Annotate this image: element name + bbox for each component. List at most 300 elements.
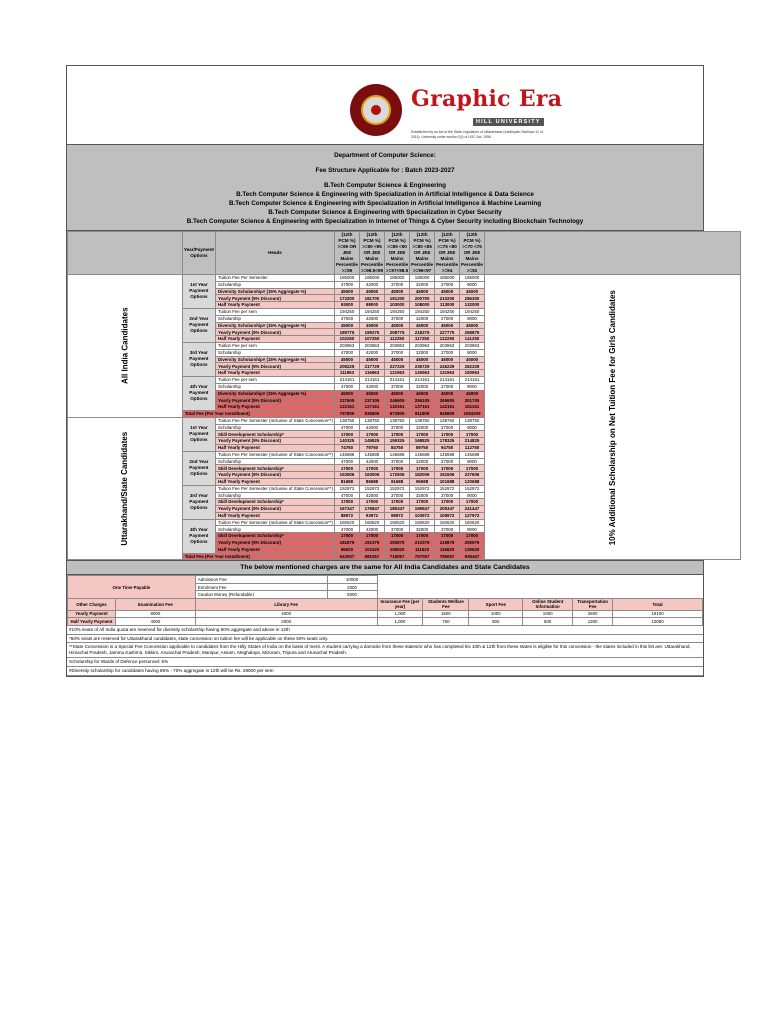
- fee-value: 45000: [359, 356, 384, 363]
- fee-value: 167347: [334, 506, 359, 513]
- fee-value: 127972: [460, 512, 485, 519]
- fee-value: 142161: [435, 404, 460, 411]
- other-charges-column-header: Online Student Information: [523, 598, 573, 610]
- year-payment-options: Payment Options: [189, 390, 209, 402]
- university-name: Graphic Era: [411, 86, 563, 112]
- fee-structure-sheet: [66, 65, 704, 677]
- fee-value: 17000: [410, 465, 435, 472]
- other-charges-value: 1000: [469, 610, 523, 618]
- other-charges-row: [68, 610, 703, 618]
- fee-value: 17000: [385, 431, 410, 438]
- fee-value: 199275: [359, 329, 384, 336]
- fee-value: 47000: [334, 383, 359, 390]
- other-charges-value: 1500: [423, 610, 469, 618]
- fee-value: 108972: [435, 512, 460, 519]
- fee-value: 191506: [435, 472, 460, 479]
- fee-value: 17000: [359, 465, 384, 472]
- batch-title: Fee Structure Applicable for : Batch 2023-2027: [315, 167, 455, 174]
- fee-value: 17000: [334, 431, 359, 438]
- fee-value: 32000: [410, 281, 435, 288]
- year-label: [182, 485, 215, 519]
- fee-value: 111963: [334, 370, 359, 377]
- fee-value: 141250: [460, 336, 485, 343]
- fee-value: 191200: [385, 295, 410, 302]
- fee-value: 176847: [359, 506, 384, 513]
- fee-value: 86688: [359, 478, 384, 485]
- year-number: 2nd Year: [189, 316, 209, 322]
- other-charges-value: 4000: [115, 618, 195, 626]
- fee-value: 101620: [359, 546, 384, 553]
- one-time-head: Caution Money (Refundable): [195, 591, 327, 599]
- fee-value: 9000: [460, 492, 485, 499]
- section-label-text: Uttarakhand/State Candidates: [120, 431, 130, 546]
- fee-head: Half Yearly Payment: [215, 444, 334, 451]
- fee-value: 27000: [435, 349, 460, 356]
- fee-value: 203963: [334, 342, 359, 349]
- fee-value: 256105: [410, 397, 435, 404]
- year-number: 3rd Year: [189, 350, 208, 356]
- fee-head: Yearly Payment (5% Discount): [215, 472, 334, 479]
- fee-value: 84750: [385, 444, 410, 451]
- girls-scholarship-note: [484, 275, 740, 560]
- logo-area: [67, 66, 703, 145]
- fee-value: 191379: [359, 540, 384, 547]
- other-charges-column-header: Total: [613, 598, 703, 610]
- other-charges-row: [68, 618, 703, 626]
- fee-value: 194250: [385, 308, 410, 315]
- header-spacer: [68, 232, 183, 275]
- fee-value: 132000: [460, 302, 485, 309]
- fee-head: Diversity Scholarship# (15% Aggregate %): [215, 356, 334, 363]
- fee-value: 138750: [334, 417, 359, 424]
- year-number: 3rd Year: [189, 493, 208, 499]
- common-charges-table: [67, 575, 703, 625]
- fee-value: 96688: [410, 478, 435, 485]
- fee-head: Half Yearly Payment: [215, 336, 334, 343]
- fee-value: 32000: [410, 526, 435, 533]
- fee-value: 47000: [334, 526, 359, 533]
- other-charges-value: 1,000: [377, 618, 423, 626]
- fee-value: 122161: [334, 404, 359, 411]
- fee-value: 194250: [334, 308, 359, 315]
- fee-head: Yearly Payment (5% Discount): [215, 363, 334, 370]
- year-payment-options: Payment Options: [189, 356, 209, 368]
- fee-value: 145688: [435, 451, 460, 458]
- fee-value: 45000: [410, 390, 435, 397]
- year-number: 2nd Year: [189, 459, 209, 465]
- fee-value: 127161: [359, 404, 384, 411]
- fee-value: 37000: [385, 281, 410, 288]
- other-charges-column-header: Other Charges: [68, 598, 116, 610]
- fee-value: 210379: [410, 540, 435, 547]
- fee-value: 160620: [385, 519, 410, 526]
- fee-head: Half Yearly Payment: [215, 546, 334, 553]
- year-payment-options: Payment Options: [189, 431, 209, 443]
- fee-value: 47000: [334, 492, 359, 499]
- other-charges-column-header: Library Fee: [195, 598, 377, 610]
- header-criteria-column: (12th PCM %) >=80 <85 OR JEE Mains Percentile >=96<97: [411, 232, 434, 273]
- fee-value: 113000: [435, 302, 460, 309]
- program-list: [67, 181, 703, 226]
- fee-value: 17000: [435, 431, 460, 438]
- fee-value: 163006: [359, 472, 384, 479]
- other-charges-value: 10050: [613, 618, 703, 626]
- fee-value: 200879: [385, 540, 410, 547]
- fee-value: 160620: [334, 519, 359, 526]
- blank-cell: [377, 576, 703, 584]
- fee-value: 17000: [385, 499, 410, 506]
- fee-value: 236729: [410, 363, 435, 370]
- fee-value: 17000: [385, 465, 410, 472]
- fee-value: 91688: [385, 478, 410, 485]
- fee-value: 103000: [385, 302, 410, 309]
- fee-value: 42000: [359, 526, 384, 533]
- department-title: Department of Computer Science:: [334, 152, 436, 159]
- fee-value: 45000: [385, 322, 410, 329]
- fee-value: 135620: [460, 546, 485, 553]
- fee-value: 45000: [385, 356, 410, 363]
- fee-value: 32000: [410, 349, 435, 356]
- girls-scholarship-text: 10% Additional Scholarship on Net Tuition Fee for Girls Candidates: [607, 289, 617, 545]
- fee-head: Half Yearly Payment: [215, 302, 334, 309]
- fee-value: 138750: [359, 417, 384, 424]
- fee-value: 45000: [385, 288, 410, 295]
- header-criteria-column: (12th PCM %) >=85 <90 OR JEE Mains Percentile >=97<98.5: [386, 232, 409, 273]
- fee-value: 149825: [359, 438, 384, 445]
- fee-value: 185000: [435, 275, 460, 282]
- fee-value: 153506: [334, 472, 359, 479]
- fee-value: 17000: [359, 431, 384, 438]
- fee-value: 17000: [410, 431, 435, 438]
- other-charges-value: 500: [523, 618, 573, 626]
- fee-value: 45000: [460, 356, 485, 363]
- fee-value: 160620: [359, 519, 384, 526]
- fee-value: 42000: [359, 281, 384, 288]
- fee-value: 286300: [460, 295, 485, 302]
- fee-value: 265605: [435, 397, 460, 404]
- fee-value: 173200: [334, 295, 359, 302]
- fee-value: 152972: [410, 485, 435, 492]
- note-item: #Diversity scholarship for candidates having 65% - 70% aggregate in 12th will be Rs. 28000 per sem: [67, 667, 703, 676]
- fee-value: 17000: [460, 533, 485, 540]
- fee-head: Tuition Fee per sem: [215, 308, 334, 315]
- blank-cell: [377, 591, 703, 599]
- fee-value: 178325: [435, 438, 460, 445]
- fee-head: Skill Development Scholarship*: [215, 431, 334, 438]
- fee-value: 194250: [435, 308, 460, 315]
- fee-value: 17000: [435, 465, 460, 472]
- blank-cell: [377, 583, 703, 591]
- other-charges-value: 19100: [613, 610, 703, 618]
- fee-value: 45000: [334, 288, 359, 295]
- other-charges-value: 4000: [195, 610, 377, 618]
- one-time-head: Admission Fee: [195, 576, 327, 584]
- fee-value: 112250: [385, 336, 410, 343]
- fee-value: 161161: [460, 404, 485, 411]
- year-label: [182, 275, 215, 309]
- fee-value: 138750: [460, 417, 485, 424]
- fee-head: Yearly Payment (5% Discount): [215, 438, 334, 445]
- fee-value: 17000: [435, 499, 460, 506]
- fee-value: 182006: [410, 472, 435, 479]
- fee-value: 42000: [359, 383, 384, 390]
- fee-value: 17000: [435, 533, 460, 540]
- other-charges-column-header: Examination Fee: [115, 598, 195, 610]
- fee-value: 181700: [359, 295, 384, 302]
- fee-value: 241447: [460, 506, 485, 513]
- fee-value: 32000: [410, 315, 435, 322]
- header-criteria-column: (12th PCM %) >=70 <75 OR JEE Mains Percentile >=92: [461, 232, 483, 273]
- fee-value: 208229: [334, 363, 359, 370]
- university-seal-icon: [350, 84, 402, 136]
- fee-value: 37000: [385, 492, 410, 499]
- fee-value: 194250: [460, 308, 485, 315]
- fee-value: 122250: [435, 336, 460, 343]
- total-value: 681057: [359, 553, 384, 560]
- fee-value: 27000: [435, 383, 460, 390]
- fee-value: 194250: [410, 308, 435, 315]
- fee-head: Tuition Fee Per Semester (Inclusive of State Concession**): [215, 451, 334, 458]
- fee-value: 45000: [435, 322, 460, 329]
- fee-value: 120688: [460, 478, 485, 485]
- fee-value: 47000: [334, 281, 359, 288]
- fee-value: 214161: [435, 376, 460, 383]
- fee-value: 152972: [334, 485, 359, 492]
- fee-value: 210200: [435, 295, 460, 302]
- fee-value: 9000: [460, 526, 485, 533]
- fee-value: 37000: [385, 526, 410, 533]
- fee-value: 27000: [435, 315, 460, 322]
- university-note: Established by an Act of the State Legislature of Uttarakhand (Adhiniyam Sankhya 12 of 2011); University under section 2(f) of UGC Act, 1956.: [411, 130, 543, 139]
- year-payment-options: Payment Options: [189, 322, 209, 334]
- fee-value: 107250: [359, 336, 384, 343]
- section-label: [68, 417, 183, 560]
- fee-value: 9000: [460, 424, 485, 431]
- fee-head: Scholarship: [215, 349, 334, 356]
- fee-value: 160620: [410, 519, 435, 526]
- fee-value: 45000: [435, 390, 460, 397]
- fee-value: 89750: [410, 444, 435, 451]
- fee-value: 94750: [435, 444, 460, 451]
- one-time-label: One Time Payable: [68, 576, 196, 599]
- fee-value: 132161: [385, 404, 410, 411]
- fee-value: 145688: [460, 451, 485, 458]
- year-label: [182, 451, 215, 485]
- fee-value: 185000: [334, 275, 359, 282]
- other-charges-value: 2600: [573, 610, 613, 618]
- total-value: 797809: [334, 410, 359, 417]
- fee-value: 121963: [385, 370, 410, 377]
- fee-value: 45000: [435, 356, 460, 363]
- fee-head: Yearly Payment (5% Discount): [215, 540, 334, 547]
- year-number: 1st Year: [190, 425, 208, 431]
- one-time-value: 10000: [327, 576, 377, 584]
- fee-value: 217729: [359, 363, 384, 370]
- total-value: 757057: [410, 553, 435, 560]
- fee-value: 246605: [385, 397, 410, 404]
- fee-value: 37000: [385, 349, 410, 356]
- fee-value: 42000: [359, 349, 384, 356]
- total-head: Total Fee (Per Year Installment): [182, 553, 334, 560]
- fee-head: Tuition Fee per sem: [215, 342, 334, 349]
- fee-value: 17000: [410, 533, 435, 540]
- fee-value: 214161: [334, 376, 359, 383]
- fee-value: 138750: [435, 417, 460, 424]
- year-label: [182, 308, 215, 342]
- total-value: 1094209: [460, 410, 485, 417]
- program-item: B.Tech Computer Science & Engineering with Specialization in Cyber Security: [268, 209, 502, 216]
- fee-value: 160620: [435, 519, 460, 526]
- fee-value: 159325: [385, 438, 410, 445]
- fee-value: 45000: [435, 288, 460, 295]
- fee-value: 32000: [410, 492, 435, 499]
- fee-value: 17000: [410, 499, 435, 506]
- fee-head: Diversity Scholarship# (15% Aggregate %): [215, 288, 334, 295]
- fee-value: 116963: [359, 370, 384, 377]
- fee-head: Tuition Fee Per Semester (Inclusive of State Concession**): [215, 417, 334, 424]
- header-heads: Heads: [215, 232, 334, 275]
- fee-head: Skill Development Scholarship*: [215, 465, 334, 472]
- fee-value: 47000: [334, 424, 359, 431]
- fee-value: 219879: [435, 540, 460, 547]
- other-charges-value: 1000: [523, 610, 573, 618]
- fee-value: 168825: [410, 438, 435, 445]
- fee-value: 214161: [385, 376, 410, 383]
- fee-value: 42000: [359, 424, 384, 431]
- section-label-text: All India Candidates: [120, 307, 130, 385]
- fee-value: 45000: [410, 288, 435, 295]
- fee-head: Scholarship: [215, 281, 334, 288]
- fee-value: 246229: [435, 363, 460, 370]
- fee-value: 152972: [435, 485, 460, 492]
- fee-value: 9000: [460, 315, 485, 322]
- fee-value: 214161: [359, 376, 384, 383]
- fee-value: 111620: [410, 546, 435, 553]
- fee-value: 203963: [410, 342, 435, 349]
- fee-value: 116620: [435, 546, 460, 553]
- fee-head: Skill Development Scholarship*: [215, 499, 334, 506]
- fee-value: 160620: [460, 519, 485, 526]
- fee-value: 237105: [359, 397, 384, 404]
- fee-value: 126963: [410, 370, 435, 377]
- fee-value: 93000: [334, 302, 359, 309]
- fee-value: 37000: [385, 315, 410, 322]
- fee-value: 185000: [385, 275, 410, 282]
- fee-value: 200700: [410, 295, 435, 302]
- other-charges-value: 500: [469, 618, 523, 626]
- fee-value: 27000: [435, 492, 460, 499]
- fee-head: Scholarship: [215, 492, 334, 499]
- program-item: B.Tech Computer Science & Engineering with Specialization in Artificial Intelligence & Machine Learning: [228, 200, 542, 207]
- fee-value: 47000: [334, 458, 359, 465]
- fee-head: Diversity Scholarship# (15% Aggregate %): [215, 390, 334, 397]
- fee-value: 227605: [334, 397, 359, 404]
- fee-head: Diversity Scholarship# (15% Aggregate %): [215, 322, 334, 329]
- fee-value: 185000: [460, 275, 485, 282]
- fee-head: Scholarship: [215, 424, 334, 431]
- fee-value: 112750: [460, 444, 485, 451]
- fee-value: 93972: [359, 512, 384, 519]
- fee-value: 98972: [385, 512, 410, 519]
- other-charges-column-header: Transportation Fee: [573, 598, 613, 610]
- fee-value: 145688: [410, 451, 435, 458]
- header-year-options: Year/Payment Options: [182, 232, 215, 275]
- header-criteria-column: (12th PCM %) >=75 <80 OR JEE Mains Percentile >=94: [436, 232, 459, 273]
- fee-value: 17000: [359, 533, 384, 540]
- fee-value: 103972: [410, 512, 435, 519]
- fee-head: Yearly Payment (5% Discount): [215, 329, 334, 336]
- year-payment-options: Payment Options: [189, 465, 209, 477]
- fee-value: 227606: [460, 472, 485, 479]
- fee-value: 42000: [359, 492, 384, 499]
- year-number: 4th Year: [189, 384, 208, 390]
- total-value: 795057: [435, 553, 460, 560]
- fee-value: 32000: [410, 424, 435, 431]
- fee-value: 45000: [359, 390, 384, 397]
- fee-value: 227229: [385, 363, 410, 370]
- fee-value: 45000: [359, 322, 384, 329]
- fee-value: 17000: [359, 499, 384, 506]
- fee-value: 255979: [460, 540, 485, 547]
- total-value: 949809: [435, 410, 460, 417]
- fee-value: 227775: [435, 329, 460, 336]
- year-label: [182, 376, 215, 410]
- fee-value: 27000: [435, 458, 460, 465]
- fee-value: 17000: [334, 499, 359, 506]
- header-band: [67, 145, 703, 231]
- fee-head: Tuition Fee Per Semester (Inclusive of State Concession**): [215, 485, 334, 492]
- fee-value: 140325: [334, 438, 359, 445]
- fee-value: 189775: [334, 329, 359, 336]
- fee-value: 17000: [334, 533, 359, 540]
- table-row: [68, 275, 741, 282]
- year-label: [182, 417, 215, 451]
- fee-value: 117250: [410, 336, 435, 343]
- fee-value: 37000: [385, 424, 410, 431]
- fee-value: 152972: [359, 485, 384, 492]
- table-header-row: [68, 232, 741, 275]
- total-value: 643057: [334, 553, 359, 560]
- fee-value: 194250: [359, 308, 384, 315]
- fee-value: 203963: [385, 342, 410, 349]
- fee-value: 98000: [359, 302, 384, 309]
- fee-head: Scholarship: [215, 526, 334, 533]
- fee-value: 145688: [334, 451, 359, 458]
- fee-value: 9000: [460, 383, 485, 390]
- fee-value: 9000: [460, 281, 485, 288]
- fee-value: 301705: [460, 397, 485, 404]
- other-charges-column-header: Insurance Fee (per year): [377, 598, 423, 610]
- fee-value: 102250: [334, 336, 359, 343]
- fee-head: Half Yearly Payment: [215, 478, 334, 485]
- fee-value: 37000: [385, 458, 410, 465]
- fee-value: 185000: [410, 275, 435, 282]
- fee-value: 45000: [460, 288, 485, 295]
- fee-value: 47000: [334, 315, 359, 322]
- fee-value: 203963: [460, 342, 485, 349]
- header-criteria-column: (12th PCM %) >=90 <95 OR JEE Mains Percentile >=98.5<99: [360, 232, 384, 273]
- fee-head: Yearly Payment (5% Discount): [215, 397, 334, 404]
- fee-value: 47000: [334, 349, 359, 356]
- fee-value: 96620: [334, 546, 359, 553]
- fee-head: Half Yearly Payment: [215, 512, 334, 519]
- fee-value: 185000: [359, 275, 384, 282]
- fee-value: 45000: [410, 322, 435, 329]
- fee-value: 45000: [410, 356, 435, 363]
- fee-value: 45000: [334, 322, 359, 329]
- fee-value: 106620: [385, 546, 410, 553]
- fee-value: 27000: [435, 424, 460, 431]
